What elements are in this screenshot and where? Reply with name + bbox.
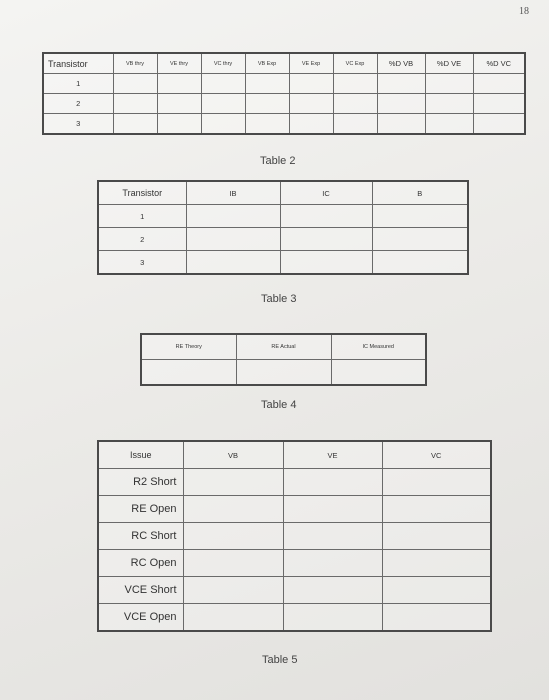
table-row	[43, 74, 525, 94]
table-row	[98, 550, 491, 577]
row-label: RC Open	[98, 550, 183, 577]
header-cell: VE thry	[157, 53, 201, 74]
table-cell[interactable]	[201, 74, 245, 94]
table-cell[interactable]	[141, 360, 236, 386]
header-cell: B	[372, 181, 468, 205]
table-cell[interactable]	[289, 74, 333, 94]
header-cell: %D VE	[425, 53, 473, 74]
table-cell[interactable]	[280, 251, 372, 275]
header-cell: IC	[280, 181, 372, 205]
table-cell[interactable]	[382, 577, 491, 604]
table-cell[interactable]	[382, 469, 491, 496]
table-cell[interactable]	[333, 114, 377, 135]
header-cell: VB Exp	[245, 53, 289, 74]
table-cell[interactable]	[280, 205, 372, 228]
row-label: 3	[43, 114, 113, 135]
table-cell[interactable]	[473, 74, 525, 94]
table-cell[interactable]	[183, 469, 283, 496]
table-row	[43, 94, 525, 114]
table-cell[interactable]	[473, 114, 525, 135]
header-cell: %D VB	[377, 53, 425, 74]
row-label: 1	[98, 205, 186, 228]
table-5-header-row	[98, 441, 491, 469]
table-cell[interactable]	[157, 114, 201, 135]
table-cell[interactable]	[377, 94, 425, 114]
table-cell[interactable]	[183, 577, 283, 604]
table-cell[interactable]	[201, 94, 245, 114]
row-label: 2	[98, 228, 186, 251]
table-cell[interactable]	[245, 114, 289, 135]
table-4	[140, 333, 427, 386]
table-row	[98, 496, 491, 523]
row-label: 2	[43, 94, 113, 114]
table-cell[interactable]	[157, 94, 201, 114]
table-row	[98, 205, 468, 228]
row-label: 1	[43, 74, 113, 94]
table-row	[98, 604, 491, 632]
header-cell: VB	[183, 441, 283, 469]
table-cell[interactable]	[382, 496, 491, 523]
table-3-header-row	[98, 181, 468, 205]
table-row	[98, 228, 468, 251]
table-cell[interactable]	[333, 94, 377, 114]
page-number: 18	[519, 6, 529, 17]
header-cell: VB thry	[113, 53, 157, 74]
table-cell[interactable]	[289, 114, 333, 135]
table-cell[interactable]	[283, 469, 382, 496]
table-cell[interactable]	[289, 94, 333, 114]
table-cell[interactable]	[113, 94, 157, 114]
header-cell: Issue	[98, 441, 183, 469]
table-cell[interactable]	[201, 114, 245, 135]
table-4-header-row	[141, 334, 426, 360]
header-cell: VC	[382, 441, 491, 469]
table-cell[interactable]	[245, 94, 289, 114]
table-cell[interactable]	[113, 74, 157, 94]
table-row	[141, 360, 426, 386]
table-row	[98, 469, 491, 496]
table-cell[interactable]	[372, 205, 468, 228]
table-cell[interactable]	[377, 74, 425, 94]
table-cell[interactable]	[186, 251, 280, 275]
header-cell: Transistor	[98, 181, 186, 205]
table-row	[43, 114, 525, 135]
header-cell: RE Actual	[236, 334, 331, 360]
table-cell[interactable]	[377, 114, 425, 135]
table-3-caption: Table 3	[261, 293, 297, 305]
table-row	[98, 251, 468, 275]
header-cell: VE	[283, 441, 382, 469]
table-cell[interactable]	[425, 114, 473, 135]
table-cell[interactable]	[283, 496, 382, 523]
table-cell[interactable]	[236, 360, 331, 386]
table-cell[interactable]	[425, 94, 473, 114]
table-cell[interactable]	[283, 550, 382, 577]
table-cell[interactable]	[183, 496, 283, 523]
row-label: R2 Short	[98, 469, 183, 496]
table-cell[interactable]	[331, 360, 426, 386]
table-5-caption: Table 5	[262, 654, 298, 666]
table-cell[interactable]	[372, 228, 468, 251]
table-cell[interactable]	[473, 94, 525, 114]
table-row	[98, 523, 491, 550]
table-cell[interactable]	[183, 550, 283, 577]
table-cell[interactable]	[157, 74, 201, 94]
header-cell: Transistor	[43, 53, 113, 74]
table-row	[98, 577, 491, 604]
table-cell[interactable]	[183, 604, 283, 632]
header-cell: %D VC	[473, 53, 525, 74]
row-label: RC Short	[98, 523, 183, 550]
header-cell: VE Exp	[289, 53, 333, 74]
table-cell[interactable]	[283, 604, 382, 632]
row-label: RE Open	[98, 496, 183, 523]
table-cell[interactable]	[382, 604, 491, 632]
table-cell[interactable]	[186, 205, 280, 228]
table-cell[interactable]	[245, 74, 289, 94]
header-cell: IB	[186, 181, 280, 205]
table-cell[interactable]	[283, 523, 382, 550]
table-cell[interactable]	[382, 550, 491, 577]
table-5	[97, 440, 492, 632]
header-cell: RE Theory	[141, 334, 236, 360]
table-cell[interactable]	[280, 228, 372, 251]
table-3	[97, 180, 469, 275]
row-label: 3	[98, 251, 186, 275]
table-cell[interactable]	[382, 523, 491, 550]
row-label: VCE Short	[98, 577, 183, 604]
header-cell: IC Measured	[331, 334, 426, 360]
table-2-caption: Table 2	[260, 155, 296, 167]
table-cell[interactable]	[283, 577, 382, 604]
table-2	[42, 52, 526, 135]
table-cell[interactable]	[186, 228, 280, 251]
header-cell: VC Exp	[333, 53, 377, 74]
table-cell[interactable]	[183, 523, 283, 550]
table-cell[interactable]	[333, 74, 377, 94]
table-2-header-row	[43, 53, 525, 74]
table-cell[interactable]	[372, 251, 468, 275]
table-4-caption: Table 4	[261, 399, 297, 411]
table-cell[interactable]	[113, 114, 157, 135]
header-cell: VC thry	[201, 53, 245, 74]
table-cell[interactable]	[425, 74, 473, 94]
row-label: VCE Open	[98, 604, 183, 632]
